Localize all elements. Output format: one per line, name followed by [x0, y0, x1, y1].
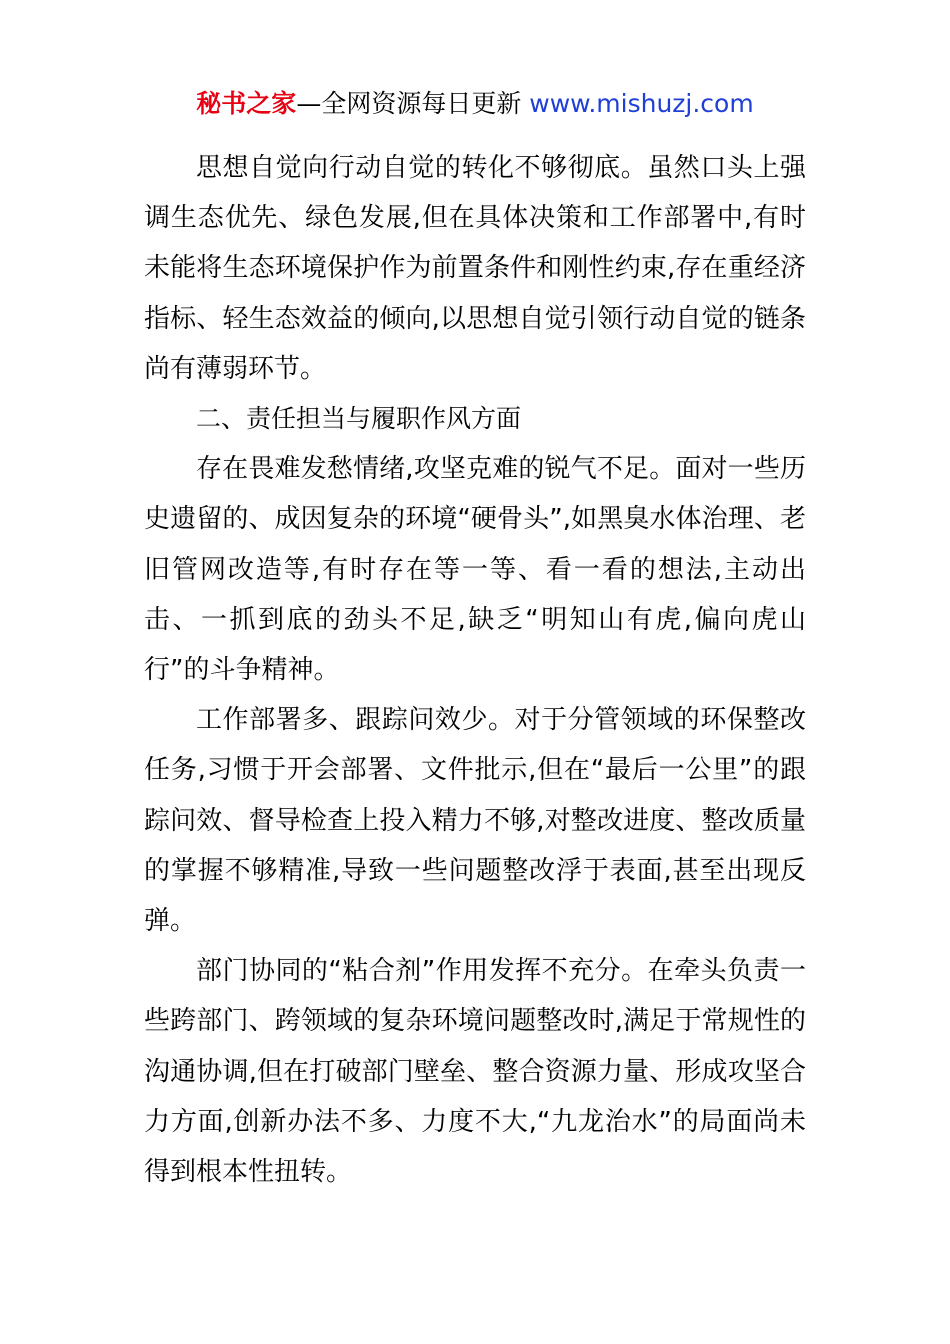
site-url-link[interactable]: www.mishuzj.com	[529, 89, 754, 118]
page-header	[0, 86, 950, 122]
brand-name: 秘书之家	[196, 89, 297, 118]
paragraph-ideological-awareness: 思想自觉向行动自觉的转化不够彻底。虽然口头上强调生态优先、绿色发展,但在具体决策和工作部署中,有时未能将生态环境保护作为前置条件和刚性约束,存在重经济指标、轻生态效益的倾向,以思想自觉引领行动自觉的链条尚有薄弱环节。	[144, 153, 806, 384]
header-tagline: —全网资源每日更新	[296, 89, 522, 118]
paragraph-follow-up: 工作部署多、跟踪问效少。对于分管领域的环保整改任务,习惯于开会部署、文件批示,但在“最后一公里”的跟踪问效、督导检查上投入精力不够,对整改进度、整改质量的掌握不够精准,导致一些问题整改浮于表面,甚至出现反弹。	[144, 705, 806, 937]
paragraph-fear-of-difficulty: 存在畏难发愁情绪,攻坚克难的锐气不足。面对一些历史遗留的、成因复杂的环境“硬骨头”,如黑臭水体治理、老旧管网改造等,有时存在等一等、看一看的想法,主动出击、一抓到底的劲头不足,缺乏“明知山有虎,偏向虎山行”的斗争精神。	[144, 454, 806, 686]
document-body	[144, 143, 806, 1197]
section-heading-responsibility: 二、责任担当与履职作风方面	[196, 404, 522, 434]
paragraph-coordination: 部门协同的“粘合剂”作用发挥不充分。在牵头负责一些跨部门、跨领域的复杂环境问题整改时,满足于常规性的沟通协调,但在打破部门壁垒、整合资源力量、形成攻坚合力方面,创新办法不多、力度不大,“九龙治水”的局面尚未得到根本性扭转。	[144, 956, 806, 1188]
